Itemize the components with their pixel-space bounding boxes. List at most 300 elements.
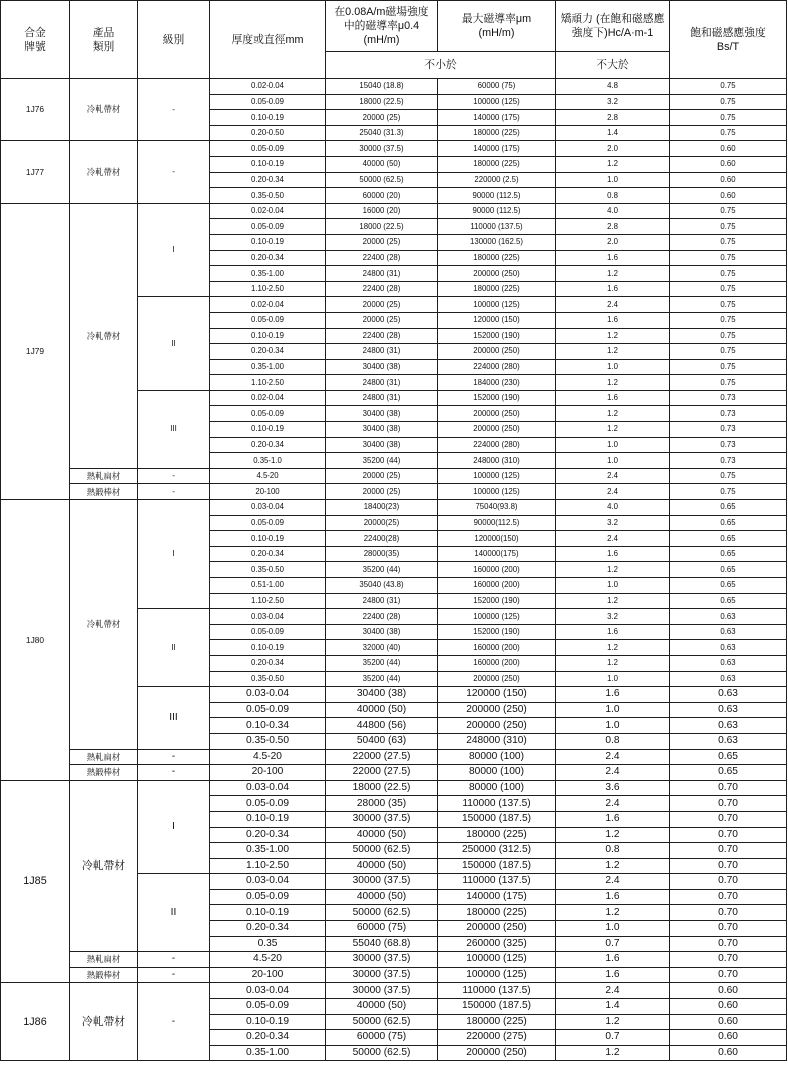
product-category-cell: 冷軋帶材 <box>70 781 138 953</box>
max-permeability-cell: 160000 (200) <box>438 562 556 578</box>
permeability-mu04-cell: 40000 (50) <box>326 828 438 844</box>
max-permeability-cell: 200000 (250) <box>438 406 556 422</box>
saturation-induction-cell: 0.63 <box>670 625 787 641</box>
coercivity-cell: 3.2 <box>556 516 670 532</box>
max-permeability-cell: 180000 (225) <box>438 828 556 844</box>
header-line: 類別 <box>92 40 115 53</box>
coercivity-cell: 1.4 <box>556 999 670 1015</box>
thickness-cell: 0.05-0.09 <box>210 313 326 329</box>
max-permeability-cell: 120000(150) <box>438 531 556 547</box>
max-permeability-cell: 152000 (190) <box>438 625 556 641</box>
thickness-cell: 0.03-0.04 <box>210 687 326 703</box>
product-category-cell: 熱軋扁材 <box>70 750 138 766</box>
thickness-cell: 0.10-0.19 <box>210 422 326 438</box>
grade-level-cell: - <box>138 765 210 781</box>
permeability-mu04-cell: 40000 (50) <box>326 999 438 1015</box>
saturation-induction-cell: 0.70 <box>670 890 787 906</box>
coercivity-cell: 2.4 <box>556 750 670 766</box>
thickness-cell: 0.03-0.04 <box>210 874 326 890</box>
permeability-mu04-cell: 50000 (62.5) <box>326 173 438 189</box>
saturation-induction-cell: 0.70 <box>670 796 787 812</box>
thickness-cell: 0.35-0.50 <box>210 672 326 688</box>
coercivity-cell: 1.2 <box>556 422 670 438</box>
header-not-less-than: 不小於 <box>326 52 556 79</box>
permeability-mu04-cell: 20000(25) <box>326 516 438 532</box>
saturation-induction-cell: 0.70 <box>670 828 787 844</box>
max-permeability-cell: 90000 (112.5) <box>438 188 556 204</box>
permeability-mu04-cell: 22400 (28) <box>326 329 438 345</box>
coercivity-cell: 2.4 <box>556 469 670 485</box>
coercivity-cell: 1.6 <box>556 251 670 267</box>
header-alloy-grade <box>1 1 70 79</box>
saturation-induction-cell: 0.75 <box>670 360 787 376</box>
coercivity-cell: 1.6 <box>556 890 670 906</box>
saturation-induction-cell: 0.75 <box>670 95 787 111</box>
saturation-induction-cell: 0.75 <box>670 79 787 95</box>
product-category-cell: 熱軋扁材 <box>70 952 138 968</box>
thickness-cell: 0.35-1.0 <box>210 453 326 469</box>
thickness-cell: 0.10-0.19 <box>210 1015 326 1031</box>
coercivity-cell: 1.6 <box>556 687 670 703</box>
max-permeability-cell: 130000 (162.5) <box>438 235 556 251</box>
coercivity-cell: 2.4 <box>556 484 670 500</box>
saturation-induction-cell: 0.63 <box>670 640 787 656</box>
saturation-induction-cell: 0.65 <box>670 765 787 781</box>
saturation-induction-cell: 0.60 <box>670 141 787 157</box>
permeability-mu04-cell: 20000 (25) <box>326 297 438 313</box>
coercivity-cell: 2.8 <box>556 110 670 126</box>
permeability-mu04-cell: 24800 (31) <box>326 344 438 360</box>
thickness-cell: 0.10-0.19 <box>210 329 326 345</box>
saturation-induction-cell: 0.70 <box>670 874 787 890</box>
permeability-mu04-cell: 30400 (38) <box>326 360 438 376</box>
saturation-induction-cell: 0.65 <box>670 531 787 547</box>
coercivity-cell: 1.2 <box>556 344 670 360</box>
saturation-induction-cell: 0.75 <box>670 313 787 329</box>
saturation-induction-cell: 0.73 <box>670 453 787 469</box>
thickness-cell: 0.35 <box>210 937 326 953</box>
permeability-mu04-cell: 30400 (38) <box>326 625 438 641</box>
saturation-induction-cell: 0.60 <box>670 1015 787 1031</box>
saturation-induction-cell: 0.75 <box>670 469 787 485</box>
header-not-greater-than: 不大於 <box>556 52 670 79</box>
thickness-cell: 1.10-2.50 <box>210 375 326 391</box>
header-permeability-mu04 <box>326 1 438 52</box>
saturation-induction-cell: 0.63 <box>670 703 787 719</box>
max-permeability-cell: 200000 (250) <box>438 344 556 360</box>
thickness-cell: 0.20-0.34 <box>210 344 326 360</box>
max-permeability-cell: 140000(175) <box>438 547 556 563</box>
permeability-mu04-cell: 50000 (62.5) <box>326 843 438 859</box>
thickness-cell: 0.05-0.09 <box>210 625 326 641</box>
grade-level-cell: I <box>138 781 210 875</box>
thickness-cell: 20-100 <box>210 765 326 781</box>
coercivity-cell: 1.2 <box>556 562 670 578</box>
saturation-induction-cell: 0.60 <box>670 999 787 1015</box>
permeability-mu04-cell: 28000(35) <box>326 547 438 563</box>
permeability-mu04-cell: 50000 (62.5) <box>326 1015 438 1031</box>
grade-level-cell: II <box>138 297 210 391</box>
coercivity-cell: 1.0 <box>556 718 670 734</box>
saturation-induction-cell: 0.73 <box>670 391 787 407</box>
permeability-mu04-cell: 22400 (28) <box>326 609 438 625</box>
thickness-cell: 0.05-0.09 <box>210 516 326 532</box>
header-grade-level <box>138 1 210 79</box>
coercivity-cell: 1.0 <box>556 672 670 688</box>
coercivity-cell: 1.2 <box>556 859 670 875</box>
thickness-cell: 0.20-0.34 <box>210 828 326 844</box>
max-permeability-cell: 100000 (125) <box>438 95 556 111</box>
permeability-mu04-cell: 24800 (31) <box>326 391 438 407</box>
coercivity-cell: 1.2 <box>556 157 670 173</box>
coercivity-cell: 1.6 <box>556 952 670 968</box>
coercivity-cell: 1.2 <box>556 594 670 610</box>
permeability-mu04-cell: 40000 (50) <box>326 157 438 173</box>
saturation-induction-cell: 0.65 <box>670 594 787 610</box>
permeability-mu04-cell: 22400(28) <box>326 531 438 547</box>
coercivity-cell: 1.6 <box>556 968 670 984</box>
permeability-mu04-cell: 30400 (38) <box>326 687 438 703</box>
alloy-grade-cell: 1J76 <box>1 79 70 141</box>
thickness-cell: 0.20-0.34 <box>210 547 326 563</box>
saturation-induction-cell: 0.75 <box>670 266 787 282</box>
thickness-cell: 1.10-2.50 <box>210 282 326 298</box>
max-permeability-cell: 140000 (175) <box>438 890 556 906</box>
product-category-cell: 熱鍛棒材 <box>70 765 138 781</box>
max-permeability-cell: 90000(112.5) <box>438 516 556 532</box>
grade-level-cell: - <box>138 79 210 141</box>
coercivity-cell: 2.4 <box>556 796 670 812</box>
saturation-induction-cell: 0.65 <box>670 750 787 766</box>
coercivity-cell: 1.2 <box>556 406 670 422</box>
header-max-permeability <box>438 1 556 52</box>
grade-level-cell: III <box>138 687 210 749</box>
coercivity-cell: 0.8 <box>556 843 670 859</box>
saturation-induction-cell: 0.65 <box>670 562 787 578</box>
max-permeability-cell: 220000 (2.5) <box>438 173 556 189</box>
saturation-induction-cell: 0.60 <box>670 173 787 189</box>
coercivity-cell: 1.6 <box>556 282 670 298</box>
max-permeability-cell: 200000 (250) <box>438 1046 556 1062</box>
saturation-induction-cell: 0.63 <box>670 672 787 688</box>
grade-level-cell: - <box>138 983 210 1061</box>
thickness-cell: 0.02-0.04 <box>210 204 326 220</box>
permeability-mu04-cell: 24800 (31) <box>326 594 438 610</box>
max-permeability-cell: 180000 (225) <box>438 1015 556 1031</box>
product-category-cell: 熱軋扁材 <box>70 469 138 485</box>
thickness-cell: 0.05-0.09 <box>210 999 326 1015</box>
saturation-induction-cell: 0.70 <box>670 859 787 875</box>
grade-level-cell: - <box>138 952 210 968</box>
grade-level-cell: - <box>138 469 210 485</box>
permeability-mu04-cell: 44800 (56) <box>326 718 438 734</box>
thickness-cell: 0.20-0.34 <box>210 251 326 267</box>
thickness-cell: 0.03-0.04 <box>210 983 326 999</box>
permeability-mu04-cell: 30400 (38) <box>326 422 438 438</box>
header-saturation-induction <box>670 1 787 79</box>
alloy-grade-cell: 1J79 <box>1 204 70 500</box>
saturation-induction-cell: 0.63 <box>670 734 787 750</box>
grade-level-cell: II <box>138 874 210 952</box>
coercivity-cell: 1.0 <box>556 438 670 454</box>
coercivity-cell: 1.0 <box>556 453 670 469</box>
thickness-cell: 0.03-0.04 <box>210 781 326 797</box>
thickness-cell: 0.05-0.09 <box>210 406 326 422</box>
coercivity-cell: 0.8 <box>556 734 670 750</box>
coercivity-cell: 0.7 <box>556 937 670 953</box>
max-permeability-cell: 200000 (250) <box>438 921 556 937</box>
header-line: Bs/T <box>716 40 740 53</box>
thickness-cell: 0.10-0.19 <box>210 235 326 251</box>
thickness-cell: 0.51-1.00 <box>210 578 326 594</box>
permeability-mu04-cell: 30000 (37.5) <box>326 983 438 999</box>
thickness-cell: 0.35-0.50 <box>210 562 326 578</box>
saturation-induction-cell: 0.75 <box>670 126 787 142</box>
max-permeability-cell: 180000 (225) <box>438 157 556 173</box>
thickness-cell: 0.02-0.04 <box>210 297 326 313</box>
thickness-cell: 0.20-0.34 <box>210 656 326 672</box>
saturation-induction-cell: 0.63 <box>670 718 787 734</box>
coercivity-cell: 2.4 <box>556 983 670 999</box>
permeability-mu04-cell: 35200 (44) <box>326 562 438 578</box>
permeability-mu04-cell: 20000 (25) <box>326 235 438 251</box>
max-permeability-cell: 100000 (125) <box>438 609 556 625</box>
alloy-grade-cell: 1J85 <box>1 781 70 984</box>
permeability-mu04-cell: 20000 (25) <box>326 484 438 500</box>
saturation-induction-cell: 0.75 <box>670 251 787 267</box>
coercivity-cell: 2.4 <box>556 765 670 781</box>
thickness-cell: 0.03-0.04 <box>210 609 326 625</box>
permeability-mu04-cell: 24800 (31) <box>326 375 438 391</box>
permeability-mu04-cell: 18000 (22.5) <box>326 219 438 235</box>
coercivity-cell: 0.7 <box>556 1030 670 1046</box>
coercivity-cell: 0.8 <box>556 188 670 204</box>
max-permeability-cell: 100000 (125) <box>438 952 556 968</box>
saturation-induction-cell: 0.60 <box>670 188 787 204</box>
permeability-mu04-cell: 30000 (37.5) <box>326 874 438 890</box>
max-permeability-cell: 152000 (190) <box>438 594 556 610</box>
max-permeability-cell: 224000 (280) <box>438 438 556 454</box>
permeability-mu04-cell: 50000 (62.5) <box>326 905 438 921</box>
permeability-mu04-cell: 22400 (28) <box>326 251 438 267</box>
saturation-induction-cell: 0.75 <box>670 375 787 391</box>
max-permeability-cell: 160000 (200) <box>438 640 556 656</box>
saturation-induction-cell: 0.75 <box>670 219 787 235</box>
permeability-mu04-cell: 60000 (75) <box>326 921 438 937</box>
max-permeability-cell: 120000 (150) <box>438 313 556 329</box>
max-permeability-cell: 200000 (250) <box>438 672 556 688</box>
thickness-cell: 0.02-0.04 <box>210 391 326 407</box>
max-permeability-cell: 100000 (125) <box>438 297 556 313</box>
thickness-cell: 0.05-0.09 <box>210 219 326 235</box>
max-permeability-cell: 200000 (250) <box>438 718 556 734</box>
permeability-mu04-cell: 32000 (40) <box>326 640 438 656</box>
max-permeability-cell: 152000 (190) <box>438 329 556 345</box>
max-permeability-cell: 200000 (250) <box>438 266 556 282</box>
permeability-mu04-cell: 16000 (20) <box>326 204 438 220</box>
saturation-induction-cell: 0.70 <box>670 905 787 921</box>
permeability-mu04-cell: 50000 (62.5) <box>326 1046 438 1062</box>
thickness-cell: 0.35-1.00 <box>210 360 326 376</box>
thickness-cell: 4.5-20 <box>210 469 326 485</box>
permeability-mu04-cell: 28000 (35) <box>326 796 438 812</box>
max-permeability-cell: 180000 (225) <box>438 282 556 298</box>
coercivity-cell: 1.0 <box>556 921 670 937</box>
thickness-cell: 20-100 <box>210 968 326 984</box>
grade-level-cell: - <box>138 484 210 500</box>
max-permeability-cell: 80000 (100) <box>438 781 556 797</box>
saturation-induction-cell: 0.75 <box>670 282 787 298</box>
permeability-mu04-cell: 22400 (28) <box>326 282 438 298</box>
max-permeability-cell: 80000 (100) <box>438 750 556 766</box>
product-category-cell: 冷軋帶材 <box>70 500 138 750</box>
coercivity-cell: 1.2 <box>556 828 670 844</box>
coercivity-cell: 4.0 <box>556 204 670 220</box>
max-permeability-cell: 100000 (125) <box>438 968 556 984</box>
alloy-grade-cell: 1J77 <box>1 141 70 203</box>
max-permeability-cell: 140000 (175) <box>438 110 556 126</box>
saturation-induction-cell: 0.75 <box>670 484 787 500</box>
saturation-induction-cell: 0.60 <box>670 1030 787 1046</box>
saturation-induction-cell: 0.65 <box>670 547 787 563</box>
saturation-induction-cell: 0.75 <box>670 235 787 251</box>
permeability-mu04-cell: 60000 (20) <box>326 188 438 204</box>
max-permeability-cell: 220000 (275) <box>438 1030 556 1046</box>
coercivity-cell: 1.0 <box>556 703 670 719</box>
header-coercivity <box>556 1 670 52</box>
max-permeability-cell: 80000 (100) <box>438 765 556 781</box>
max-permeability-cell: 100000 (125) <box>438 484 556 500</box>
max-permeability-cell: 75040(93.8) <box>438 500 556 516</box>
saturation-induction-cell: 0.70 <box>670 812 787 828</box>
header-line: 強度下)Hc/A·m-1 <box>571 27 654 39</box>
saturation-induction-cell: 0.73 <box>670 422 787 438</box>
saturation-induction-cell: 0.65 <box>670 578 787 594</box>
saturation-induction-cell: 0.70 <box>670 781 787 797</box>
header-line: 產品 <box>92 26 115 39</box>
header-line: 中的磁導率μ0.4 <box>343 20 420 32</box>
grade-level-cell: III <box>138 391 210 469</box>
max-permeability-cell: 160000 (200) <box>438 656 556 672</box>
thickness-cell: 0.10-0.19 <box>210 157 326 173</box>
thickness-cell: 4.5-20 <box>210 750 326 766</box>
max-permeability-cell: 224000 (280) <box>438 360 556 376</box>
thickness-cell: 0.03-0.04 <box>210 500 326 516</box>
grade-level-cell: - <box>138 750 210 766</box>
coercivity-cell: 1.6 <box>556 812 670 828</box>
max-permeability-cell: 200000 (250) <box>438 422 556 438</box>
coercivity-cell: 1.2 <box>556 905 670 921</box>
permeability-mu04-cell: 22000 (27.5) <box>326 750 438 766</box>
max-permeability-cell: 110000 (137.5) <box>438 796 556 812</box>
header-line: 矯頑力 (在飽和磁感應 <box>560 13 665 25</box>
coercivity-cell: 2.0 <box>556 141 670 157</box>
coercivity-cell: 1.2 <box>556 375 670 391</box>
coercivity-cell: 1.2 <box>556 266 670 282</box>
permeability-mu04-cell: 30000 (37.5) <box>326 968 438 984</box>
thickness-cell: 0.10-0.19 <box>210 110 326 126</box>
header-line: (mH/m) <box>478 27 515 39</box>
saturation-induction-cell: 0.73 <box>670 438 787 454</box>
thickness-cell: 0.02-0.04 <box>210 79 326 95</box>
thickness-cell: 0.20-0.34 <box>210 173 326 189</box>
alloy-grade-cell: 1J86 <box>1 983 70 1061</box>
thickness-cell: 1.10-2.50 <box>210 594 326 610</box>
max-permeability-cell: 90000 (112.5) <box>438 204 556 220</box>
saturation-induction-cell: 0.75 <box>670 204 787 220</box>
saturation-induction-cell: 0.65 <box>670 516 787 532</box>
product-category-cell: 冷軋帶材 <box>70 983 138 1061</box>
saturation-induction-cell: 0.63 <box>670 609 787 625</box>
permeability-mu04-cell: 40000 (50) <box>326 890 438 906</box>
header-line: 最大磁導率μm <box>461 13 532 25</box>
thickness-cell: 0.20-0.34 <box>210 438 326 454</box>
saturation-induction-cell: 0.70 <box>670 952 787 968</box>
header-line: 合金 <box>24 26 46 39</box>
max-permeability-cell: 180000 (225) <box>438 905 556 921</box>
saturation-induction-cell: 0.75 <box>670 329 787 345</box>
max-permeability-cell: 248000 (310) <box>438 734 556 750</box>
max-permeability-cell: 110000 (137.5) <box>438 983 556 999</box>
max-permeability-cell: 150000 (187.5) <box>438 859 556 875</box>
header-line: 在0.08A/m磁場強度 <box>334 6 429 18</box>
thickness-cell: 0.05-0.09 <box>210 141 326 157</box>
permeability-mu04-cell: 18000 (22.5) <box>326 781 438 797</box>
permeability-mu04-cell: 30400 (38) <box>326 406 438 422</box>
thickness-cell: 0.20-0.34 <box>210 921 326 937</box>
coercivity-cell: 1.2 <box>556 1046 670 1062</box>
max-permeability-cell: 248000 (310) <box>438 453 556 469</box>
product-category-cell: 熱鍛棒材 <box>70 484 138 500</box>
max-permeability-cell: 180000 (225) <box>438 126 556 142</box>
permeability-mu04-cell: 35040 (43.8) <box>326 578 438 594</box>
thickness-cell: 0.10-0.19 <box>210 640 326 656</box>
header-line: 牌號 <box>24 40 46 53</box>
permeability-mu04-cell: 20000 (25) <box>326 313 438 329</box>
max-permeability-cell: 184000 (230) <box>438 375 556 391</box>
max-permeability-cell: 110000 (137.5) <box>438 874 556 890</box>
permeability-mu04-cell: 50400 (63) <box>326 734 438 750</box>
coercivity-cell: 1.6 <box>556 547 670 563</box>
coercivity-cell: 1.0 <box>556 578 670 594</box>
saturation-induction-cell: 0.60 <box>670 157 787 173</box>
coercivity-cell: 2.8 <box>556 219 670 235</box>
max-permeability-cell: 200000 (250) <box>438 703 556 719</box>
product-category-cell: 冷軋帶材 <box>70 141 138 203</box>
product-category-cell: 冷軋帶材 <box>70 79 138 141</box>
coercivity-cell: 1.2 <box>556 656 670 672</box>
thickness-cell: 0.35-0.50 <box>210 188 326 204</box>
saturation-induction-cell: 0.70 <box>670 968 787 984</box>
permeability-mu04-cell: 25040 (31.3) <box>326 126 438 142</box>
permeability-mu04-cell: 30000 (37.5) <box>326 141 438 157</box>
thickness-cell: 0.05-0.09 <box>210 95 326 111</box>
thickness-cell: 0.35-1.00 <box>210 1046 326 1062</box>
saturation-induction-cell: 0.70 <box>670 921 787 937</box>
thickness-cell: 0.10-0.19 <box>210 531 326 547</box>
coercivity-cell: 1.2 <box>556 1015 670 1031</box>
header-line: 級別 <box>162 33 185 46</box>
saturation-induction-cell: 0.60 <box>670 983 787 999</box>
grade-level-cell: - <box>138 968 210 984</box>
grade-level-cell: - <box>138 141 210 203</box>
max-permeability-cell: 250000 (312.5) <box>438 843 556 859</box>
saturation-induction-cell: 0.63 <box>670 687 787 703</box>
permeability-mu04-cell: 35200 (44) <box>326 453 438 469</box>
saturation-induction-cell: 0.70 <box>670 937 787 953</box>
permeability-mu04-cell: 35200 (44) <box>326 656 438 672</box>
product-category-cell: 熱鍛棒材 <box>70 968 138 984</box>
